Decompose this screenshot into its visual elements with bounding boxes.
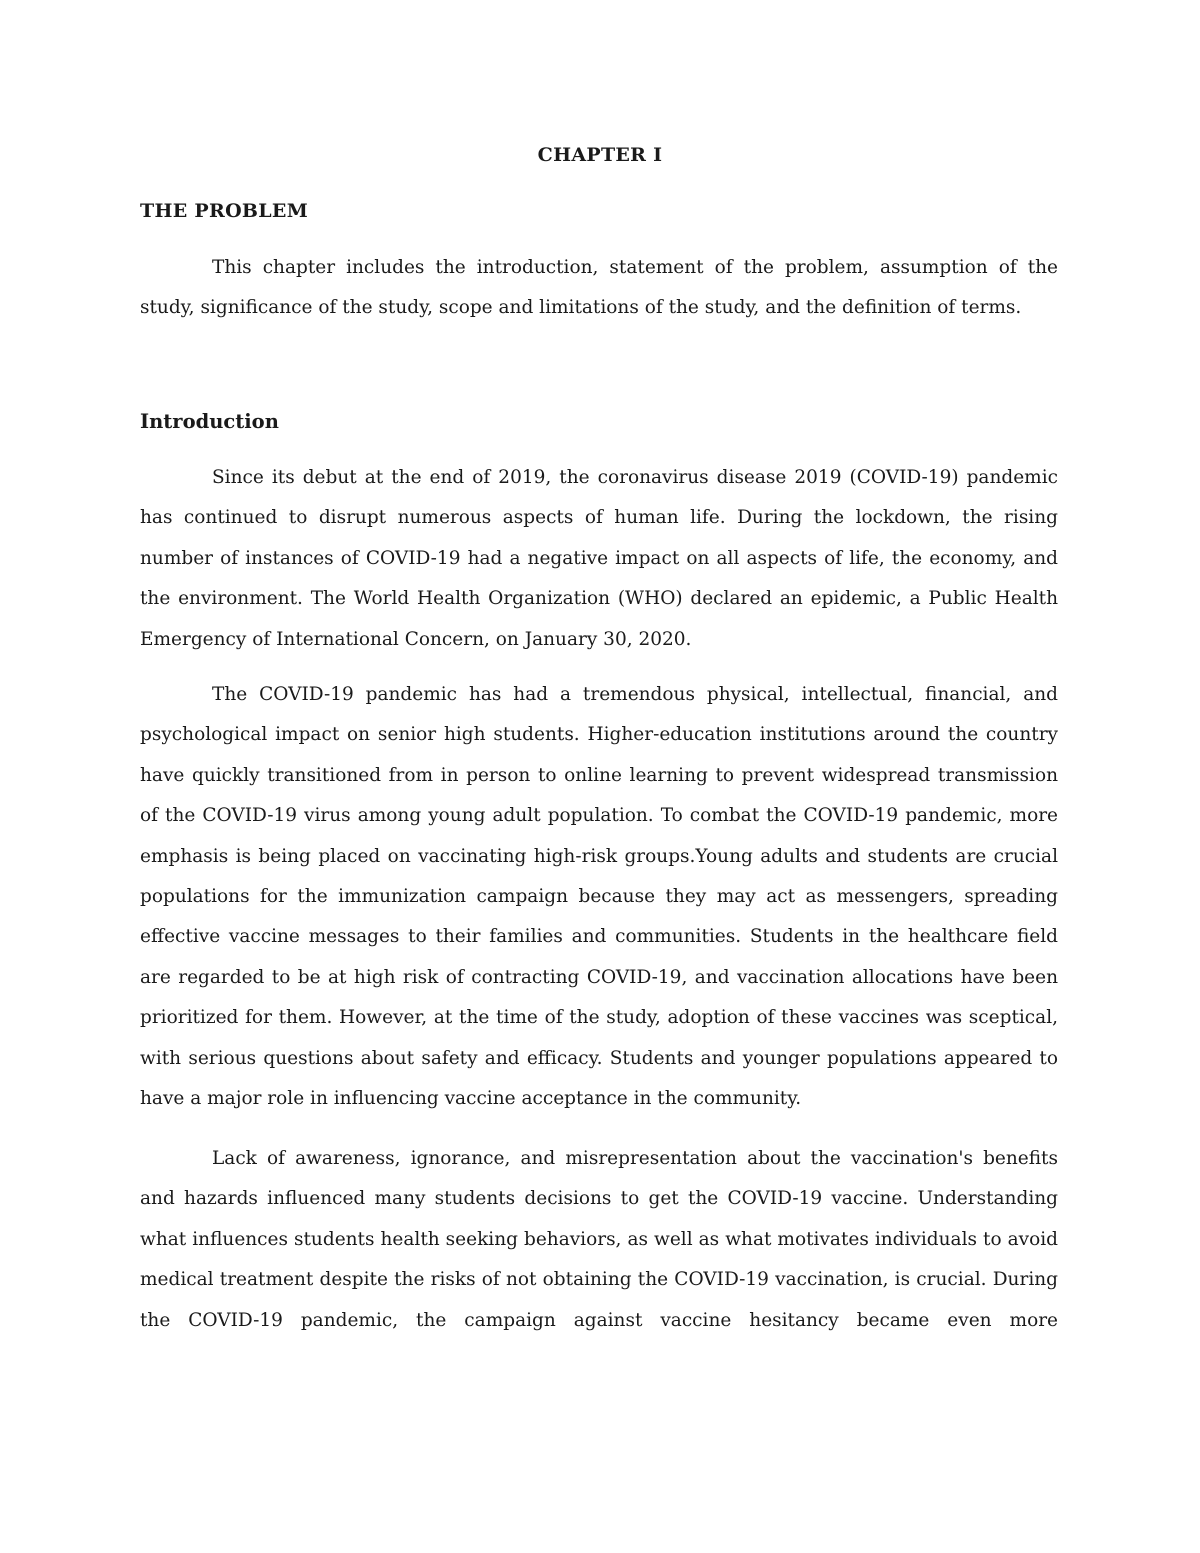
body-paragraph-3: Lack of awareness, ignorance, and misrepresentation about the vaccination's benefits and hazards influenced many students decisions to get the COVID-19 vaccine. Understanding what influences students health seeking behaviors, as well as what motivates individuals to avoid medical treatment despite the risks of not obtaining the COVID-19 vaccination, is crucial. During the COVID-19 pandemic, the campaign against vaccine hesitancy became even more [140,1148,1058,1331]
chapter-title: CHAPTER I [537,144,663,166]
body-paragraph-2: The COVID-19 pandemic has had a tremendous physical, intellectual, financial, and psychological impact on senior high students. Higher-education institutions around the country have quickly transitioned from in person to online learning to prevent widespread transmission of the COVID-19 virus among young adult population. To combat the COVID-19 pandemic, more emphasis is being placed on vaccinating high-risk groups.Young adults and students are crucial populations for the immunization campaign because they may act as messengers, spreading effective vaccine messages to their families and communities. Students in the healthcare field are regarded to be at high risk of contracting COVID-19, and vaccination allocations have been prioritized for them. However, at the time of the study, adoption of these vaccines was sceptical, with serious questions about safety and efficacy. Students and younger populations appeared to have a major role in influencing vaccine acceptance in the community. [140,684,1058,1110]
section-title: THE PROBLEM [140,200,309,222]
introduction-heading: Introduction [140,410,279,433]
intro-paragraph: This chapter includes the introduction, statement of the problem, assumption of the study, significance of the study, scope and limitations of the study, and the definition of terms. [140,257,1058,319]
body-paragraph-1: Since its debut at the end of 2019, the coronavirus disease 2019 (COVID-19) pandemic has continued to disrupt numerous aspects of human life. During the lockdown, the rising number of instances of COVID-19 had a negative impact on all aspects of life, the economy, and the environment. The World Health Organization (WHO) declared an epidemic, a Public Health Emergency of International Concern, on January 30, 2020. [140,467,1058,650]
